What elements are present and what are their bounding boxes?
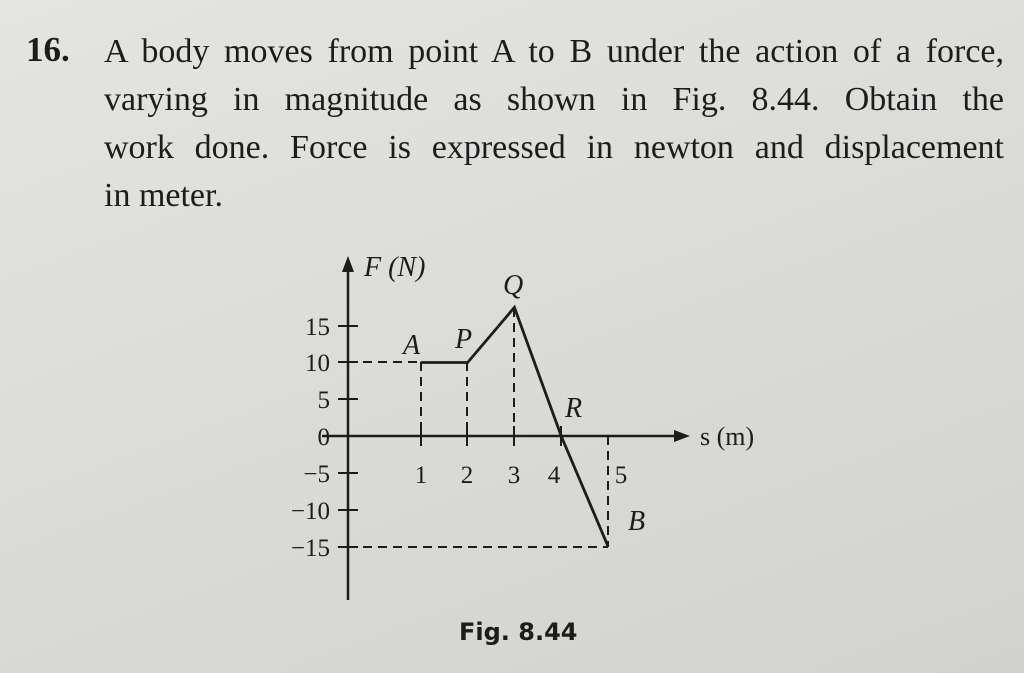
- question-number: 16.: [26, 30, 70, 69]
- question-line: varying in magnitude as shown in Fig. 8.44. Obtain the: [104, 81, 1004, 118]
- y-tick-label: −10: [290, 498, 330, 525]
- y-tick-label: 15: [305, 314, 330, 341]
- y-axis-label: F (N): [364, 252, 426, 283]
- figure-caption: Fig. 8.44: [459, 618, 578, 646]
- y-tick-label: 0: [317, 424, 330, 451]
- question-line: in meter.: [104, 177, 223, 214]
- question-line: work done. Force is expressed in newton and displacement: [104, 129, 1004, 166]
- guide-lines: [348, 308, 608, 547]
- point-label-a: A: [403, 330, 421, 361]
- x-tick-labels: [415, 462, 628, 489]
- y-tick-label: −15: [290, 535, 330, 562]
- x-tick-label: 5: [614, 462, 628, 489]
- y-tick-labels: [291, 314, 330, 562]
- x-tick-label: 2: [460, 462, 474, 489]
- y-tick-label: −5: [303, 461, 330, 488]
- x-axis-arrow-icon: [674, 430, 690, 442]
- point-label-b: B: [628, 506, 646, 537]
- x-tick-label: 4: [547, 462, 561, 489]
- x-tick-label: 3: [507, 462, 521, 489]
- y-tick-label: 10: [305, 350, 330, 377]
- point-label-r: R: [565, 393, 583, 424]
- x-axis-label: s (m): [700, 422, 755, 451]
- y-axis-arrow-icon: [342, 256, 354, 272]
- y-tick-label: 5: [317, 387, 330, 414]
- point-label-q: Q: [503, 270, 524, 301]
- question-line: A body moves from point A to B under the action of a force,: [104, 33, 1004, 70]
- point-label-p: P: [455, 324, 473, 355]
- x-tick-label: 1: [414, 462, 428, 489]
